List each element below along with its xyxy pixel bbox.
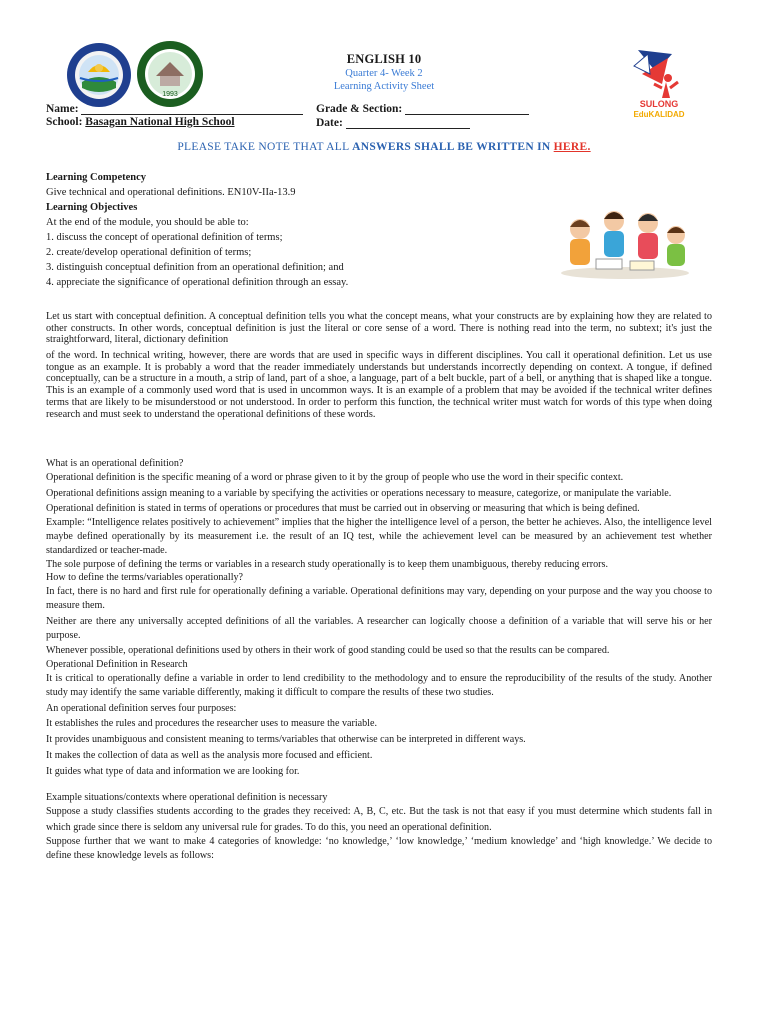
intro-paragraph-2: of the word. In technical writing, however, there are words that are used in specific ways in different disciplines. You call it operational definition. Let us use tongue as an example. It is probably a word that the reader immediately understands but understands incorrectly depending on context. A tongue, if defined conceptually, can be a structure in a mouth, a strip of land, part of a shoe, a language, part of a belt buckle, part of a bell, or anything that is shaped like a tongue. This is an example of a commonly used word that is used in uncommon ways. It is an example of a problem that may be avoided if the technical writer defines terms that are likely to be misunderstood or not understood. In order to perform this function, the technical writer must watch for words of this type when doing research and must seek to understand the operational definitions of these words. [46,350,712,420]
school-value: Basagan National High School [85,116,235,128]
quarter-week: Quarter 4- Week 2 [345,68,423,79]
subject-title: ENGLISH 10 [346,52,422,66]
school-row [46,116,235,128]
name-label: Name: [46,103,79,115]
date-row [316,116,470,129]
school-label: School: [46,116,83,128]
here-link[interactable]: HERE. [553,141,591,153]
section-heading: Example situations/contexts where operational definition is necessary [46,791,328,803]
section-question: How to define the terms/variables operationally? [46,572,244,584]
header-center [304,52,464,93]
research-bullet: An operational definition serves four purposes: [46,702,237,714]
objectives-intro: At the end of the module, you should be able to: [46,217,249,228]
name-row [46,102,303,115]
research-bullet: It provides unambiguous and consistent meaning to terms/variables that otherwise can be interpreted in different ways. [46,734,526,746]
logo-text-sulong: SULONG [639,99,679,109]
intro-paragraph-1: Let us start with conceptual definition. A conceptual definition tells you what the concept means, what your constructs are by explaining how they are related to other constructs. In other words, conceptual definition is just the literal or core sense of a word. There is nothing read into the term, no subtext; it's just the straightforward, literal, dictionary definition [46,311,712,346]
date-field[interactable] [346,116,470,129]
seal-year: 1993 [162,91,178,98]
situation-bullet: Suppose further that we want to make 4 categories of knowledge: ‘no knowledge,’ ‘low knowledge,’ ‘medium knowledge’ and ‘high knowledge.’ We decide to define these knowledge levels as follows: [46,836,712,862]
example-paragraph: Example: “Intelligence relates positively to achievement” implies that the higher the intelligence level of a person, the better he achieves. Also, the intelligence level maybe defined operationally by its measurement i.e. the result of an IQ test, while the achievement level can be measured by an achievement test whether standardized or teacher-made. [46,517,712,556]
definition-bullet: The sole purpose of defining the terms or variables in a research study operationally is to keep them unambiguous, thereby reducing errors. [46,558,608,570]
sulong-edukalidad-logo [628,44,690,120]
body-content [46,457,712,863]
objective-item: 4. appreciate the significance of operational definition through an essay. [46,277,349,288]
date-label: Date: [316,117,343,129]
grade-label: Grade & Section: [316,103,403,115]
section-heading: Operational Definition in Research [46,659,188,671]
research-bullet: It guides what type of data and information we are looking for. [46,765,300,777]
logo-text-edukalidad: EduKALIDAD [633,110,685,119]
competency-heading: Learning Competency [46,172,147,183]
school-seal-logo [136,40,204,108]
notice-answers: ANSWERS SHALL BE WRITTEN IN [352,141,551,153]
howto-bullet: In fact, there is no hard and first rule for operationally defining a variable. Operational definitions may vary, depending on your purpose and the way you choose to measure them. [46,586,712,611]
objective-item: 3. distinguish conceptual definition from an operational definition; and [46,262,344,273]
grade-row [316,102,529,115]
grade-section-field[interactable] [405,102,529,115]
competency-section [46,170,348,290]
objective-item: 1. discuss the concept of operational definition of terms; [46,232,283,243]
sheet-type: Learning Activity Sheet [333,81,435,92]
answer-notice [0,141,768,153]
situation-bullet: Suppose a study classifies students according to the grades they received: A, B, C, etc. But the task is not that easy if you must determine which students fall in which grade since there is seldom any universal rule for grades. To do this, you need an operational definition. [46,806,712,833]
research-bullet: It is critical to operationally define a variable in order to lend credibility to the methodology and to ensure the reproducibility of the results of the study. Another study may identify the same variable differently, making it difficult to compare the results of these two studies. [46,672,712,698]
definition-bullet: Operational definition is the specific meaning of a word or phrase given to it by the group of people who use the word in their specific context. [46,471,624,483]
deped-seal-logo [66,42,132,108]
definition-bullet: Operational definitions assign meaning to a variable by specifying the activities or operations necessary to measure, categorize, or manipulate the variable. [46,487,672,499]
section-question: What is an operational definition? [46,458,184,469]
children-reading-illustration [552,205,698,281]
research-bullet: It establishes the rules and procedures the researcher uses to measure the variable. [46,718,377,730]
notice-prefix: PLEASE TAKE NOTE THAT ALL [177,141,353,153]
definition-bullet: Operational definition is stated in terms of operations or procedures that must be carried out in observing or measuring that which is being defined. [46,503,640,515]
objective-item: 2. create/develop operational definition of terms; [46,247,252,258]
research-bullet: It makes the collection of data as well as the analysis more focused and efficient. [46,749,373,761]
competency-text: Give technical and operational definitions. EN10V-IIa-13.9 [46,187,296,198]
objectives-heading: Learning Objectives [46,202,138,213]
name-field[interactable] [81,102,303,115]
howto-bullet: Whenever possible, operational definitions used by others in their work of good standing could be used so that the results can be compared. [46,645,610,657]
howto-bullet: Neither are there any universally accepted definitions of all the variables. A researcher can logically choose a definition of a variable that will serve his or her purpose. [46,615,712,641]
